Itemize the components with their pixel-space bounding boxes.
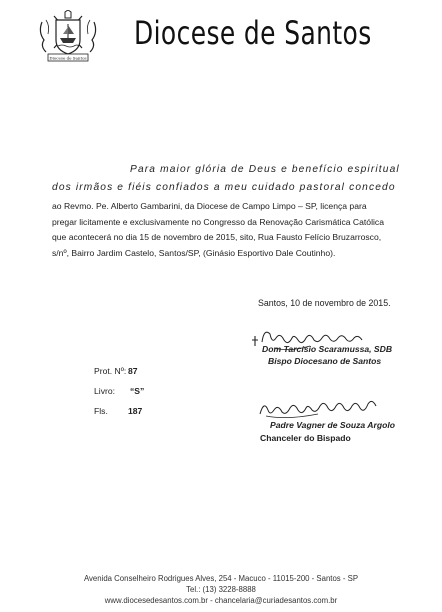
bishop-name: Dom Tarcísio Scaramussa, SDB	[262, 344, 393, 354]
footer-phone: Tel.: (13) 3228-8888	[186, 585, 256, 594]
body-paragraph	[52, 199, 402, 261]
chancellor-name: Padre Vagner de Souza Argolo	[270, 420, 395, 430]
chancellor-handwritten-signature	[258, 396, 388, 422]
page-title: Diocese de Santos	[134, 14, 372, 52]
body-line: que acontecerá no dia 15 de novembro de 2015, sito, Rua Fausto Felício Bruzarrosco,	[52, 232, 382, 243]
intro-line-1: Para maior glória de Deus e benefício espiritual	[130, 164, 400, 175]
document-date: Santos, 10 de novembro de 2015.	[258, 298, 391, 308]
body-line: ao Revmo. Pe. Alberto Gambarini, da Diocese de Campo Limpo – SP, licença para	[52, 201, 367, 211]
bishop-role: Bispo Diocesano de Santos	[268, 356, 382, 366]
body-line: pregar licitamente e exclusivamente no Congresso da Renovação Carismática Católica	[52, 216, 384, 227]
fls-value: 187	[128, 406, 143, 416]
fls-label: Fls.	[94, 406, 108, 416]
body-line: s/nº, Bairro Jardim Castelo, Santos/SP, (Ginásio Esportivo Dale Coutinho).	[52, 247, 336, 258]
prot-value: 87	[128, 366, 138, 376]
footer-web-contact: www.diocesedesantos.com.br - chancelaria@curiadesantos.com.br	[104, 596, 338, 605]
chancellor-role: Chanceler do Bispado	[260, 433, 351, 443]
logo-motto: Diocese de Santos	[49, 55, 87, 61]
prot-label: Prot. Nº:	[94, 366, 127, 376]
livro-value: “S”	[130, 386, 145, 396]
diocese-coat-of-arms-logo	[36, 10, 100, 62]
intro-line-2: dos irmãos e fiéis confiados a meu cuidado pastoral concedo	[52, 182, 396, 193]
footer-address: Avenida Conselheiro Rodrigues Alves, 254 - Macuco - 11015-200 - Santos - SP	[83, 574, 359, 583]
livro-label: Livro:	[94, 386, 116, 396]
